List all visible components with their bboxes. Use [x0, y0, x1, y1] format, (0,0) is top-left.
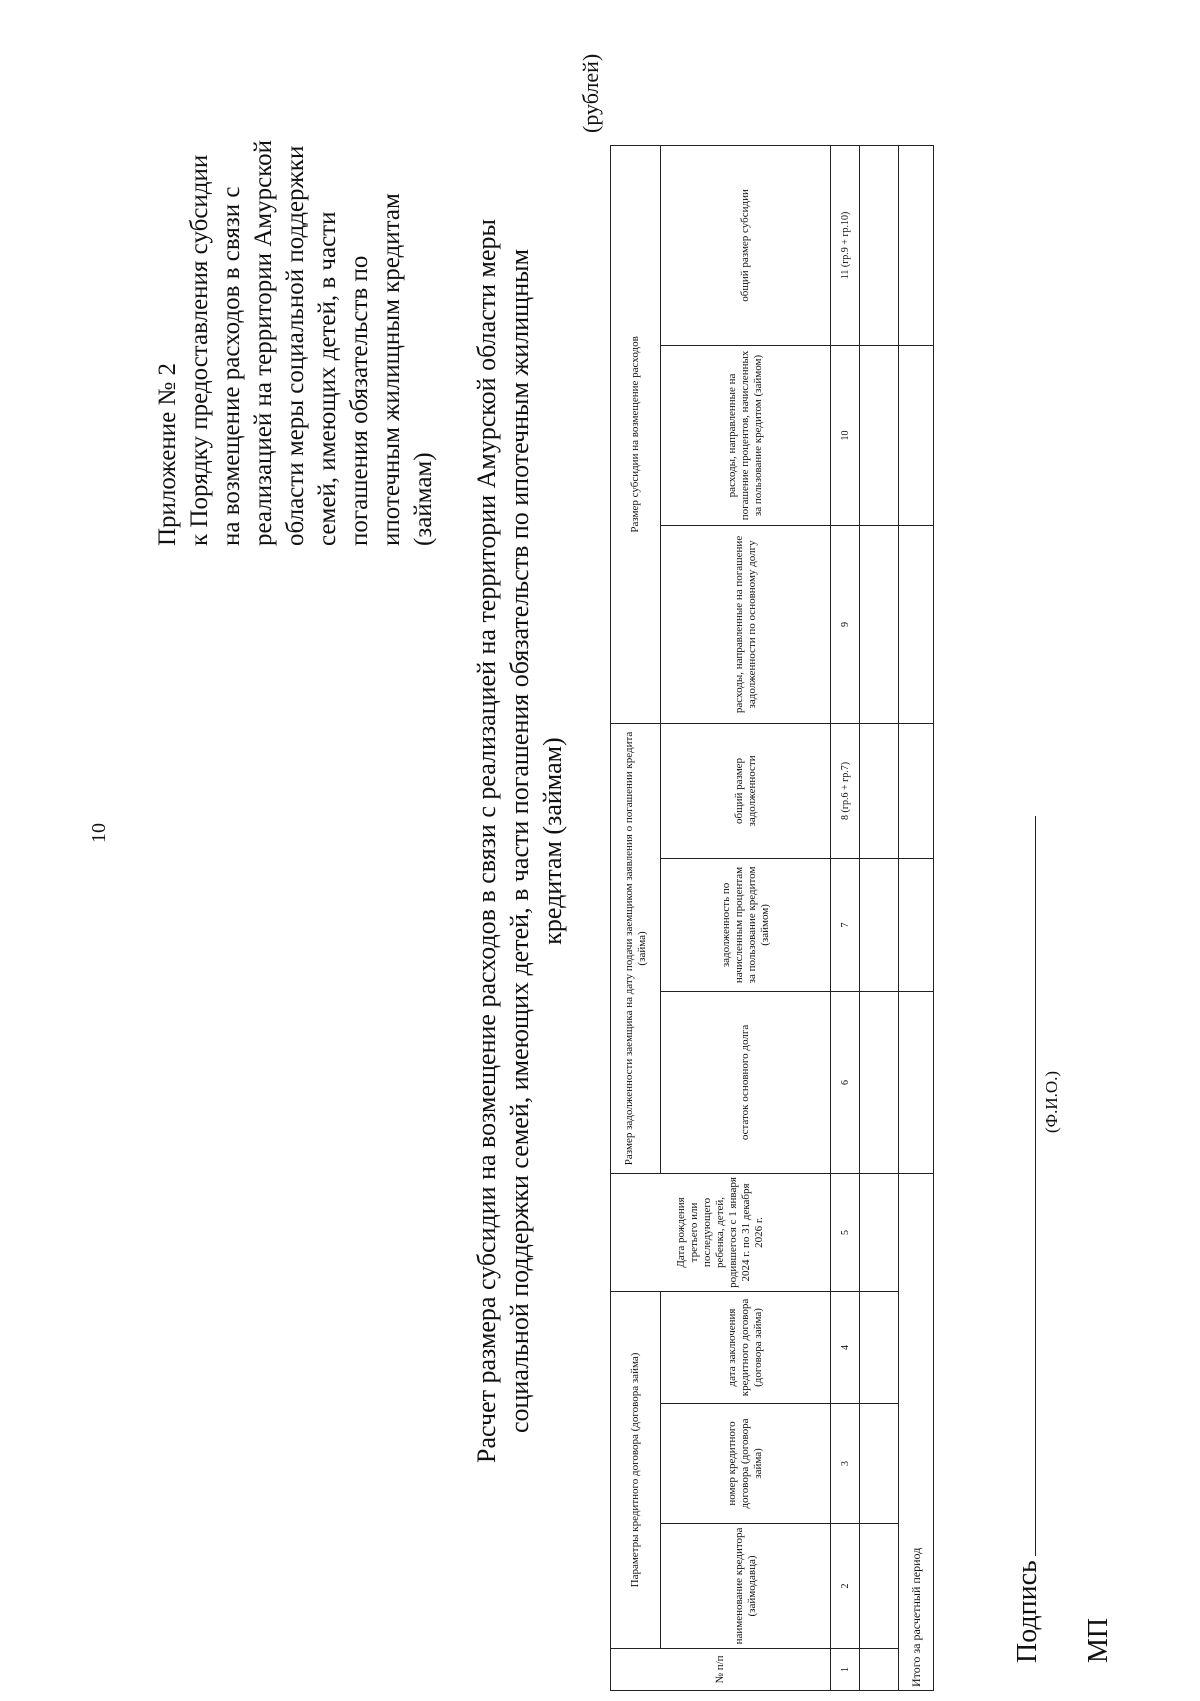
column-number: 10: [831, 345, 860, 525]
stamp-place: МП: [1083, 1617, 1114, 1663]
fio-caption: (Ф.И.О.): [1042, 1070, 1061, 1133]
column-number: 6: [831, 991, 860, 1173]
column-number-row: [831, 145, 860, 1690]
col-header-total-debt: общий размер задолженности: [661, 723, 831, 858]
table-cell: [899, 525, 934, 723]
table-cell: [860, 1524, 899, 1649]
table-cell: [860, 991, 899, 1173]
appendix-line: Приложение № 2: [154, 362, 181, 546]
column-number: 8 (гр.6 + гр.7): [831, 723, 860, 858]
table-row: [860, 145, 899, 1690]
col-header-number: № п/п: [611, 1649, 831, 1691]
appendix-line: к Порядку предоставления субсидии: [186, 154, 213, 546]
signature-line: [1012, 816, 1044, 1663]
currency-unit: (рублей): [578, 53, 603, 133]
fio-underline: [1034, 816, 1036, 1236]
table-subheader-row: [661, 145, 831, 1690]
col-header-total-subsidy: общий размер субсидии: [661, 145, 831, 345]
col-header-contract-date: дата заключения кредитного договора (договора займа): [661, 1291, 831, 1403]
appendix-line: области меры социальной поддержки: [282, 145, 309, 546]
table-cell: [860, 1173, 899, 1291]
column-number: 3: [831, 1404, 860, 1524]
appendix-line: (займам): [410, 452, 437, 546]
table-cell: [860, 1291, 899, 1403]
appendix-line: погашения обязательств по: [346, 255, 373, 546]
total-label: Итого за расчетный период: [899, 1173, 934, 1690]
column-number: 7: [831, 858, 860, 991]
table-cell: [860, 723, 899, 858]
column-number: 4: [831, 1291, 860, 1403]
appendix-line: реализацией на территории Амурской: [250, 140, 277, 546]
signature-underline: [1034, 1236, 1036, 1556]
subsidy-table: [610, 145, 934, 1691]
table-cell: [899, 145, 934, 345]
group-header-contract: Параметры кредитного договора (договора займа): [611, 1291, 661, 1648]
appendix-note: [152, 140, 440, 546]
table-cell: [860, 145, 899, 345]
col-header-interest-expenses: расходы, направленные на погашение процентов, начисленных за пользование кредитом (займом): [661, 345, 831, 525]
signature-label: Подпись: [1012, 1560, 1043, 1663]
document-title: [470, 111, 569, 1571]
col-header-principal-balance: остаток основного долга: [661, 991, 831, 1173]
table-cell: [860, 1649, 899, 1691]
col-header-birth-date: Дата рождения третьего или последующего ребенка, детей, родившегося с 1 января 2024 г. по 31 декабря 2026 г.: [611, 1173, 831, 1291]
table-header-row: [611, 145, 661, 1690]
col-header-contract-number: номер кредитного договора (договора займа): [661, 1404, 831, 1524]
appendix-line: семей, имеющих детей, в части: [314, 211, 341, 546]
appendix-line: ипотечным жилищным кредитам: [378, 193, 405, 546]
column-number: 2: [831, 1524, 860, 1649]
table-cell: [860, 345, 899, 525]
column-number: 11 (гр.9 + гр.10): [831, 145, 860, 345]
table-cell: [860, 525, 899, 723]
table-cell: [860, 858, 899, 991]
column-number: 5: [831, 1173, 860, 1291]
column-number: 1: [831, 1649, 860, 1691]
total-row: [899, 145, 934, 1690]
col-header-interest-debt: задолженность по начисленным процентам за пользование кредитом (займом): [661, 858, 831, 991]
table-cell: [860, 1404, 899, 1524]
title-line: социальной поддержки семей, имеющих детей, в части погашения обязательств по ипотечным жилищным: [505, 248, 534, 1434]
table-cell: [899, 345, 934, 525]
col-header-principal-expenses: расходы, направленные на погашение задолженности по основному долгу: [661, 525, 831, 723]
table-cell: [899, 858, 934, 991]
appendix-line: на возмещение расходов в связи с: [218, 186, 245, 546]
title-line: Расчет размера субсидии на возмещение расходов в связи с реализацией на территории Амурской области меры: [472, 219, 501, 1463]
column-number: 9: [831, 525, 860, 723]
table-cell: [899, 723, 934, 858]
group-header-subsidy: Размер субсидии на возмещение расходов: [611, 145, 661, 723]
page-number: 10: [88, 823, 110, 843]
table-cell: [899, 991, 934, 1173]
group-header-debt: Размер задолженности заемщика на дату подачи заемщиком заявления о погашении кредита (займа): [611, 723, 661, 1173]
title-line: кредитам (займам): [538, 737, 567, 945]
col-header-creditor: наименование кредитора (займодавца): [661, 1524, 831, 1649]
